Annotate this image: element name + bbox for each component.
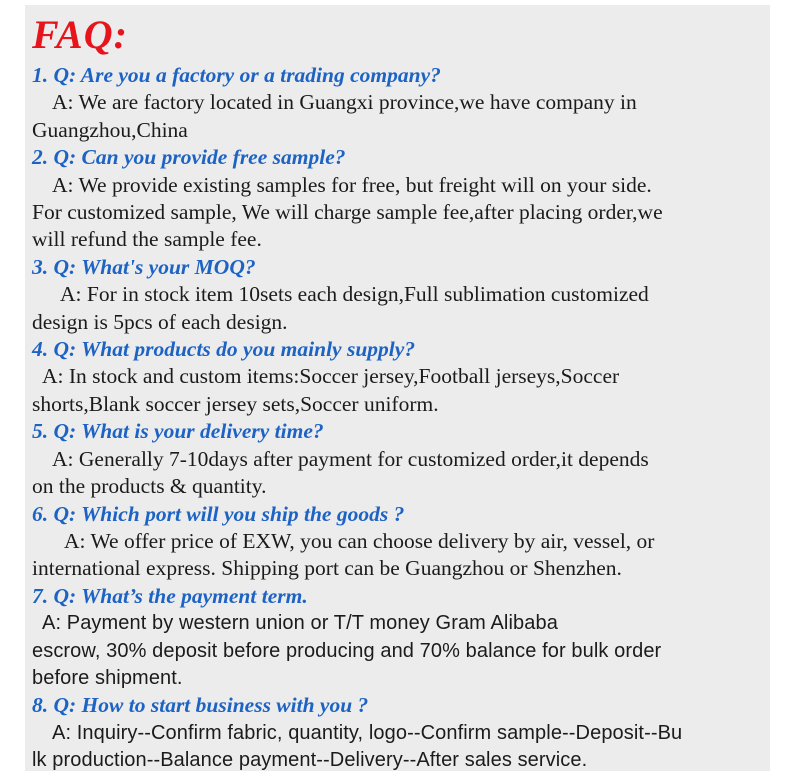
- faq-question: 8. Q: How to start business with you ?: [32, 693, 369, 718]
- faq-item: [32, 144, 767, 254]
- faq-question: 4. Q: What products do you mainly supply?: [32, 337, 416, 362]
- faq-answer-line: international express. Shipping port can be Guangzhou or Shenzhen.: [32, 556, 622, 581]
- faq-item: [32, 583, 767, 693]
- faq-question: 6. Q: Which port will you ship the goods ?: [32, 501, 405, 526]
- faq-answer-line: A: Inquiry--Confirm fabric, quantity, logo--Confirm sample--Deposit--Bu: [52, 721, 683, 744]
- faq-item: [32, 418, 767, 500]
- faq-answer: [32, 610, 767, 692]
- faq-answer-line: design is 5pcs of each design.: [32, 309, 288, 334]
- faq-answer-line: escrow, 30% deposit before producing and 70% balance for bulk order: [32, 639, 662, 662]
- faq-answer: [32, 89, 767, 144]
- faq-answer-line: A: Generally 7-10days after payment for customized order,it depends: [52, 446, 649, 471]
- faq-answer-line: lk production--Balance payment--Delivery--After sales service.: [32, 749, 588, 772]
- faq-answer: [32, 281, 767, 336]
- faq-item: [32, 692, 767, 774]
- faq-answer-line: shorts,Blank soccer jersey sets,Soccer uniform.: [32, 391, 439, 416]
- faq-question: 3. Q: What's your MOQ?: [32, 254, 256, 279]
- faq-answer: [32, 172, 767, 254]
- faq-item: [32, 501, 767, 583]
- faq-answer-line: A: We offer price of EXW, you can choose delivery by air, vessel, or: [64, 528, 655, 553]
- faq-question: 7. Q: What’s the payment term.: [32, 583, 308, 608]
- faq-answer-line: on the products & quantity.: [32, 474, 267, 499]
- faq-item: [32, 336, 767, 418]
- faq-answer-line: will refund the sample fee.: [32, 227, 262, 252]
- faq-answer-line: A: In stock and custom items:Soccer jersey,Football jerseys,Soccer: [42, 364, 620, 389]
- faq-item: [32, 62, 767, 144]
- faq-answer-line: A: We provide existing samples for free, but freight will on your side.: [52, 172, 652, 197]
- faq-title: FAQ:: [32, 12, 128, 57]
- faq-answer: [32, 363, 767, 418]
- faq-list: [32, 62, 767, 775]
- faq-answer: [32, 528, 767, 583]
- faq-answer: [32, 446, 767, 501]
- faq-question: 1. Q: Are you a factory or a trading company?: [32, 63, 441, 87]
- faq-question: 2. Q: Can you provide free sample?: [32, 145, 346, 170]
- faq-answer-line: For customized sample, We will charge sample fee,after placing order,we: [32, 200, 663, 225]
- faq-item: [32, 254, 767, 336]
- faq-answer-line: A: Payment by western union or T/T money Gram Alibaba: [42, 612, 558, 635]
- faq-question: 5. Q: What is your delivery time?: [32, 419, 324, 444]
- faq-answer-line: Guangzhou,China: [32, 117, 188, 142]
- faq-answer: [32, 720, 767, 775]
- faq-section: [32, 8, 767, 775]
- faq-answer-line: A: We are factory located in Guangxi province,we have company in: [52, 90, 637, 115]
- faq-answer-line: A: For in stock item 10sets each design,Full sublimation customized: [60, 282, 649, 307]
- faq-answer-line: before shipment.: [32, 666, 183, 689]
